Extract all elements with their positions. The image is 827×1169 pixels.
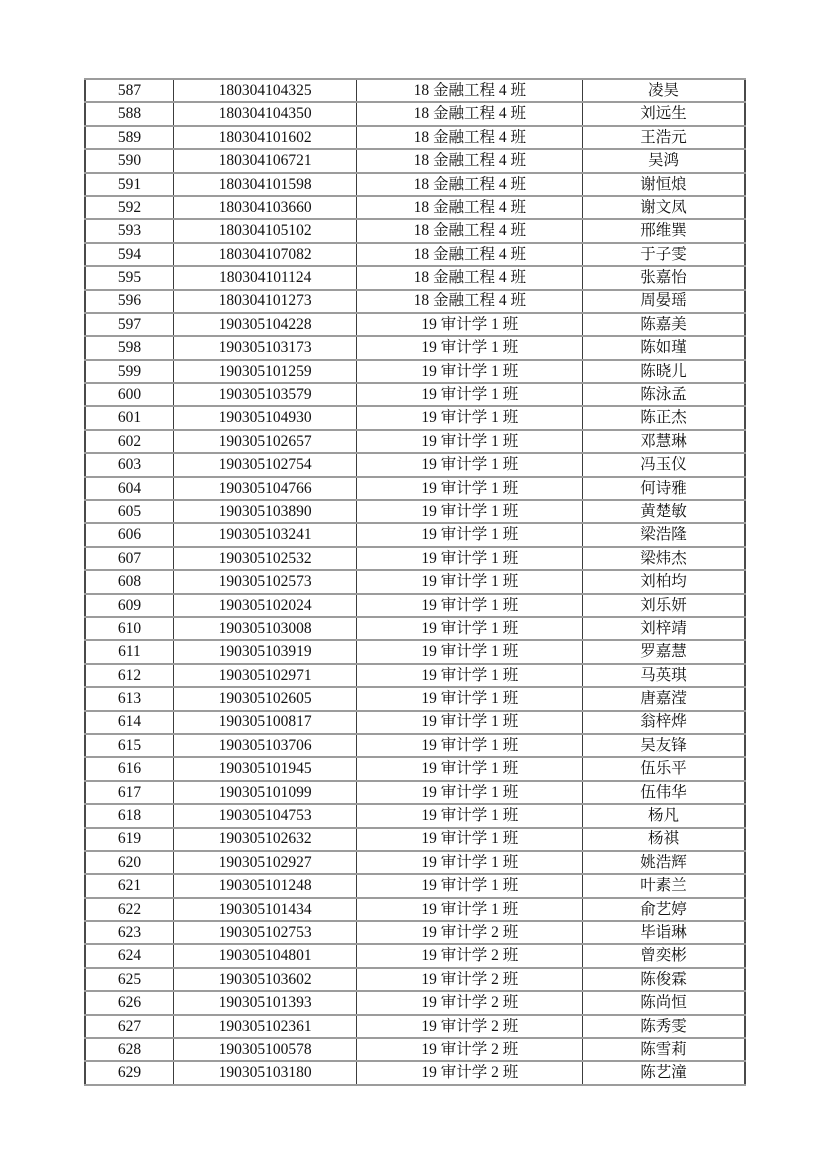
name-cell: 周晏瑶	[583, 290, 745, 313]
table-row	[85, 406, 745, 429]
student-id-cell: 190305104930	[173, 406, 356, 429]
class-cell: 19 审计学 1 班	[357, 430, 583, 453]
class-cell: 19 审计学 1 班	[357, 453, 583, 476]
student-id-cell: 190305101099	[173, 781, 356, 804]
table-row	[85, 617, 745, 640]
table-row	[85, 570, 745, 593]
seq-cell: 613	[85, 687, 173, 710]
seq-cell: 600	[85, 383, 173, 406]
table-row	[85, 687, 745, 710]
name-cell: 陈泳孟	[583, 383, 745, 406]
name-cell: 邓慧琳	[583, 430, 745, 453]
class-cell: 19 审计学 1 班	[357, 734, 583, 757]
seq-cell: 617	[85, 781, 173, 804]
name-cell: 马英琪	[583, 664, 745, 687]
seq-cell: 604	[85, 477, 173, 500]
table-row	[85, 640, 745, 663]
student-id-cell: 190305104801	[173, 944, 356, 967]
class-cell: 19 审计学 2 班	[357, 921, 583, 944]
class-cell: 19 审计学 1 班	[357, 898, 583, 921]
seq-cell: 629	[85, 1061, 173, 1084]
table-row	[85, 126, 745, 149]
table-row	[85, 149, 745, 172]
class-cell: 19 审计学 1 班	[357, 874, 583, 897]
student-id-cell: 180304101598	[173, 173, 356, 196]
name-cell: 伍伟华	[583, 781, 745, 804]
name-cell: 伍乐平	[583, 757, 745, 780]
student-id-cell: 190305103706	[173, 734, 356, 757]
table-row	[85, 1038, 745, 1061]
name-cell: 唐嘉滢	[583, 687, 745, 710]
table-row	[85, 196, 745, 219]
seq-cell: 591	[85, 173, 173, 196]
seq-cell: 590	[85, 149, 173, 172]
student-id-cell: 190305103579	[173, 383, 356, 406]
class-cell: 19 审计学 1 班	[357, 828, 583, 851]
table-row	[85, 547, 745, 570]
name-cell: 杨凡	[583, 804, 745, 827]
student-id-cell: 180304101124	[173, 266, 356, 289]
name-cell: 曾奕彬	[583, 944, 745, 967]
name-cell: 吴鸿	[583, 149, 745, 172]
seq-cell: 615	[85, 734, 173, 757]
student-id-cell: 190305101393	[173, 991, 356, 1014]
class-cell: 18 金融工程 4 班	[357, 173, 583, 196]
student-roster	[84, 78, 746, 1086]
name-cell: 刘远生	[583, 102, 745, 125]
seq-cell: 616	[85, 757, 173, 780]
name-cell: 邢维巽	[583, 219, 745, 242]
class-cell: 19 审计学 2 班	[357, 991, 583, 1014]
class-cell: 18 金融工程 4 班	[357, 243, 583, 266]
name-cell: 陈尚恒	[583, 991, 745, 1014]
class-cell: 19 审计学 1 班	[357, 617, 583, 640]
student-id-cell: 190305104766	[173, 477, 356, 500]
class-cell: 18 金融工程 4 班	[357, 266, 583, 289]
name-cell: 毕诣琳	[583, 921, 745, 944]
student-table-body	[85, 79, 745, 1085]
class-cell: 19 审计学 1 班	[357, 383, 583, 406]
seq-cell: 618	[85, 804, 173, 827]
class-cell: 18 金融工程 4 班	[357, 290, 583, 313]
student-id-cell: 190305103241	[173, 523, 356, 546]
table-row	[85, 523, 745, 546]
student-id-cell: 180304104350	[173, 102, 356, 125]
seq-cell: 605	[85, 500, 173, 523]
name-cell: 黄楚敏	[583, 500, 745, 523]
class-cell: 19 审计学 1 班	[357, 594, 583, 617]
student-id-cell: 190305102632	[173, 828, 356, 851]
seq-cell: 593	[85, 219, 173, 242]
student-id-cell: 190305102753	[173, 921, 356, 944]
seq-cell: 628	[85, 1038, 173, 1061]
seq-cell: 624	[85, 944, 173, 967]
seq-cell: 596	[85, 290, 173, 313]
class-cell: 19 审计学 1 班	[357, 757, 583, 780]
table-row	[85, 290, 745, 313]
seq-cell: 612	[85, 664, 173, 687]
class-cell: 18 金融工程 4 班	[357, 102, 583, 125]
table-row	[85, 313, 745, 336]
class-cell: 19 审计学 1 班	[357, 640, 583, 663]
table-row	[85, 968, 745, 991]
class-cell: 19 审计学 1 班	[357, 851, 583, 874]
student-id-cell: 190305104228	[173, 313, 356, 336]
class-cell: 19 审计学 1 班	[357, 406, 583, 429]
student-id-cell: 190305102024	[173, 594, 356, 617]
class-cell: 19 审计学 1 班	[357, 547, 583, 570]
table-row	[85, 734, 745, 757]
class-cell: 19 审计学 1 班	[357, 664, 583, 687]
table-row	[85, 991, 745, 1014]
name-cell: 罗嘉慧	[583, 640, 745, 663]
name-cell: 刘梓靖	[583, 617, 745, 640]
table-row	[85, 804, 745, 827]
student-id-cell: 190305102754	[173, 453, 356, 476]
class-cell: 18 金融工程 4 班	[357, 196, 583, 219]
class-cell: 19 审计学 1 班	[357, 313, 583, 336]
seq-cell: 622	[85, 898, 173, 921]
student-id-cell: 190305104753	[173, 804, 356, 827]
class-cell: 18 金融工程 4 班	[357, 126, 583, 149]
table-row	[85, 898, 745, 921]
student-id-cell: 180304105102	[173, 219, 356, 242]
table-row	[85, 500, 745, 523]
table-row	[85, 336, 745, 359]
name-cell: 俞艺婷	[583, 898, 745, 921]
name-cell: 梁炜杰	[583, 547, 745, 570]
student-id-cell: 180304101273	[173, 290, 356, 313]
seq-cell: 606	[85, 523, 173, 546]
table-row	[85, 664, 745, 687]
student-id-cell: 180304107082	[173, 243, 356, 266]
name-cell: 陈秀雯	[583, 1015, 745, 1038]
student-id-cell: 190305103008	[173, 617, 356, 640]
seq-cell: 602	[85, 430, 173, 453]
table-row	[85, 944, 745, 967]
student-id-cell: 190305103890	[173, 500, 356, 523]
name-cell: 刘柏均	[583, 570, 745, 593]
table-row	[85, 173, 745, 196]
seq-cell: 598	[85, 336, 173, 359]
class-cell: 19 审计学 1 班	[357, 711, 583, 734]
name-cell: 陈雪莉	[583, 1038, 745, 1061]
class-cell: 19 审计学 2 班	[357, 1038, 583, 1061]
seq-cell: 597	[85, 313, 173, 336]
seq-cell: 594	[85, 243, 173, 266]
name-cell: 吴友锋	[583, 734, 745, 757]
table-row	[85, 360, 745, 383]
name-cell: 谢文凤	[583, 196, 745, 219]
seq-cell: 595	[85, 266, 173, 289]
table-row	[85, 102, 745, 125]
table-row	[85, 383, 745, 406]
class-cell: 19 审计学 1 班	[357, 804, 583, 827]
seq-cell: 619	[85, 828, 173, 851]
name-cell: 陈嘉美	[583, 313, 745, 336]
student-id-cell: 190305103602	[173, 968, 356, 991]
name-cell: 凌昊	[583, 79, 745, 102]
table-row	[85, 781, 745, 804]
seq-cell: 627	[85, 1015, 173, 1038]
student-id-cell: 180304103660	[173, 196, 356, 219]
student-id-cell: 190305102657	[173, 430, 356, 453]
name-cell: 王浩元	[583, 126, 745, 149]
table-row	[85, 828, 745, 851]
student-id-cell: 190305102532	[173, 547, 356, 570]
student-id-cell: 180304106721	[173, 149, 356, 172]
class-cell: 19 审计学 1 班	[357, 477, 583, 500]
class-cell: 18 金融工程 4 班	[357, 219, 583, 242]
student-id-cell: 190305101248	[173, 874, 356, 897]
table-row	[85, 1015, 745, 1038]
student-table	[84, 78, 746, 1086]
student-id-cell: 190305100578	[173, 1038, 356, 1061]
class-cell: 19 审计学 1 班	[357, 570, 583, 593]
class-cell: 19 审计学 1 班	[357, 781, 583, 804]
name-cell: 陈正杰	[583, 406, 745, 429]
student-id-cell: 190305102573	[173, 570, 356, 593]
class-cell: 19 审计学 1 班	[357, 336, 583, 359]
table-row	[85, 851, 745, 874]
class-cell: 19 审计学 1 班	[357, 500, 583, 523]
student-id-cell: 190305102927	[173, 851, 356, 874]
table-row	[85, 430, 745, 453]
seq-cell: 608	[85, 570, 173, 593]
class-cell: 19 审计学 2 班	[357, 1015, 583, 1038]
table-row	[85, 1061, 745, 1084]
table-row	[85, 79, 745, 102]
name-cell: 陈如瑾	[583, 336, 745, 359]
table-row	[85, 594, 745, 617]
name-cell: 陈俊霖	[583, 968, 745, 991]
name-cell: 谢恒烺	[583, 173, 745, 196]
student-id-cell: 190305101434	[173, 898, 356, 921]
student-id-cell: 190305102971	[173, 664, 356, 687]
seq-cell: 599	[85, 360, 173, 383]
seq-cell: 611	[85, 640, 173, 663]
student-id-cell: 190305103173	[173, 336, 356, 359]
name-cell: 于子雯	[583, 243, 745, 266]
name-cell: 翁梓烨	[583, 711, 745, 734]
seq-cell: 601	[85, 406, 173, 429]
student-id-cell: 190305100817	[173, 711, 356, 734]
class-cell: 19 审计学 2 班	[357, 1061, 583, 1084]
class-cell: 18 金融工程 4 班	[357, 79, 583, 102]
seq-cell: 623	[85, 921, 173, 944]
seq-cell: 621	[85, 874, 173, 897]
student-id-cell: 180304101602	[173, 126, 356, 149]
name-cell: 杨祺	[583, 828, 745, 851]
seq-cell: 588	[85, 102, 173, 125]
class-cell: 19 审计学 2 班	[357, 968, 583, 991]
student-id-cell: 190305101259	[173, 360, 356, 383]
class-cell: 19 审计学 2 班	[357, 944, 583, 967]
name-cell: 何诗雅	[583, 477, 745, 500]
class-cell: 19 审计学 1 班	[357, 523, 583, 546]
name-cell: 张嘉怡	[583, 266, 745, 289]
name-cell: 陈艺潼	[583, 1061, 745, 1084]
seq-cell: 610	[85, 617, 173, 640]
table-row	[85, 921, 745, 944]
name-cell: 姚浩辉	[583, 851, 745, 874]
seq-cell: 626	[85, 991, 173, 1014]
name-cell: 梁浩隆	[583, 523, 745, 546]
seq-cell: 609	[85, 594, 173, 617]
name-cell: 陈晓儿	[583, 360, 745, 383]
seq-cell: 589	[85, 126, 173, 149]
name-cell: 叶素兰	[583, 874, 745, 897]
seq-cell: 587	[85, 79, 173, 102]
table-row	[85, 757, 745, 780]
table-row	[85, 266, 745, 289]
table-row	[85, 477, 745, 500]
seq-cell: 614	[85, 711, 173, 734]
student-id-cell: 190305102605	[173, 687, 356, 710]
student-id-cell: 180304104325	[173, 79, 356, 102]
class-cell: 19 审计学 1 班	[357, 360, 583, 383]
seq-cell: 625	[85, 968, 173, 991]
table-row	[85, 219, 745, 242]
student-id-cell: 190305103180	[173, 1061, 356, 1084]
table-row	[85, 874, 745, 897]
table-row	[85, 711, 745, 734]
class-cell: 19 审计学 1 班	[357, 687, 583, 710]
name-cell: 刘乐妍	[583, 594, 745, 617]
table-row	[85, 453, 745, 476]
class-cell: 18 金融工程 4 班	[357, 149, 583, 172]
name-cell: 冯玉仪	[583, 453, 745, 476]
seq-cell: 607	[85, 547, 173, 570]
seq-cell: 603	[85, 453, 173, 476]
student-id-cell: 190305103919	[173, 640, 356, 663]
seq-cell: 620	[85, 851, 173, 874]
student-id-cell: 190305102361	[173, 1015, 356, 1038]
table-row	[85, 243, 745, 266]
seq-cell: 592	[85, 196, 173, 219]
student-id-cell: 190305101945	[173, 757, 356, 780]
